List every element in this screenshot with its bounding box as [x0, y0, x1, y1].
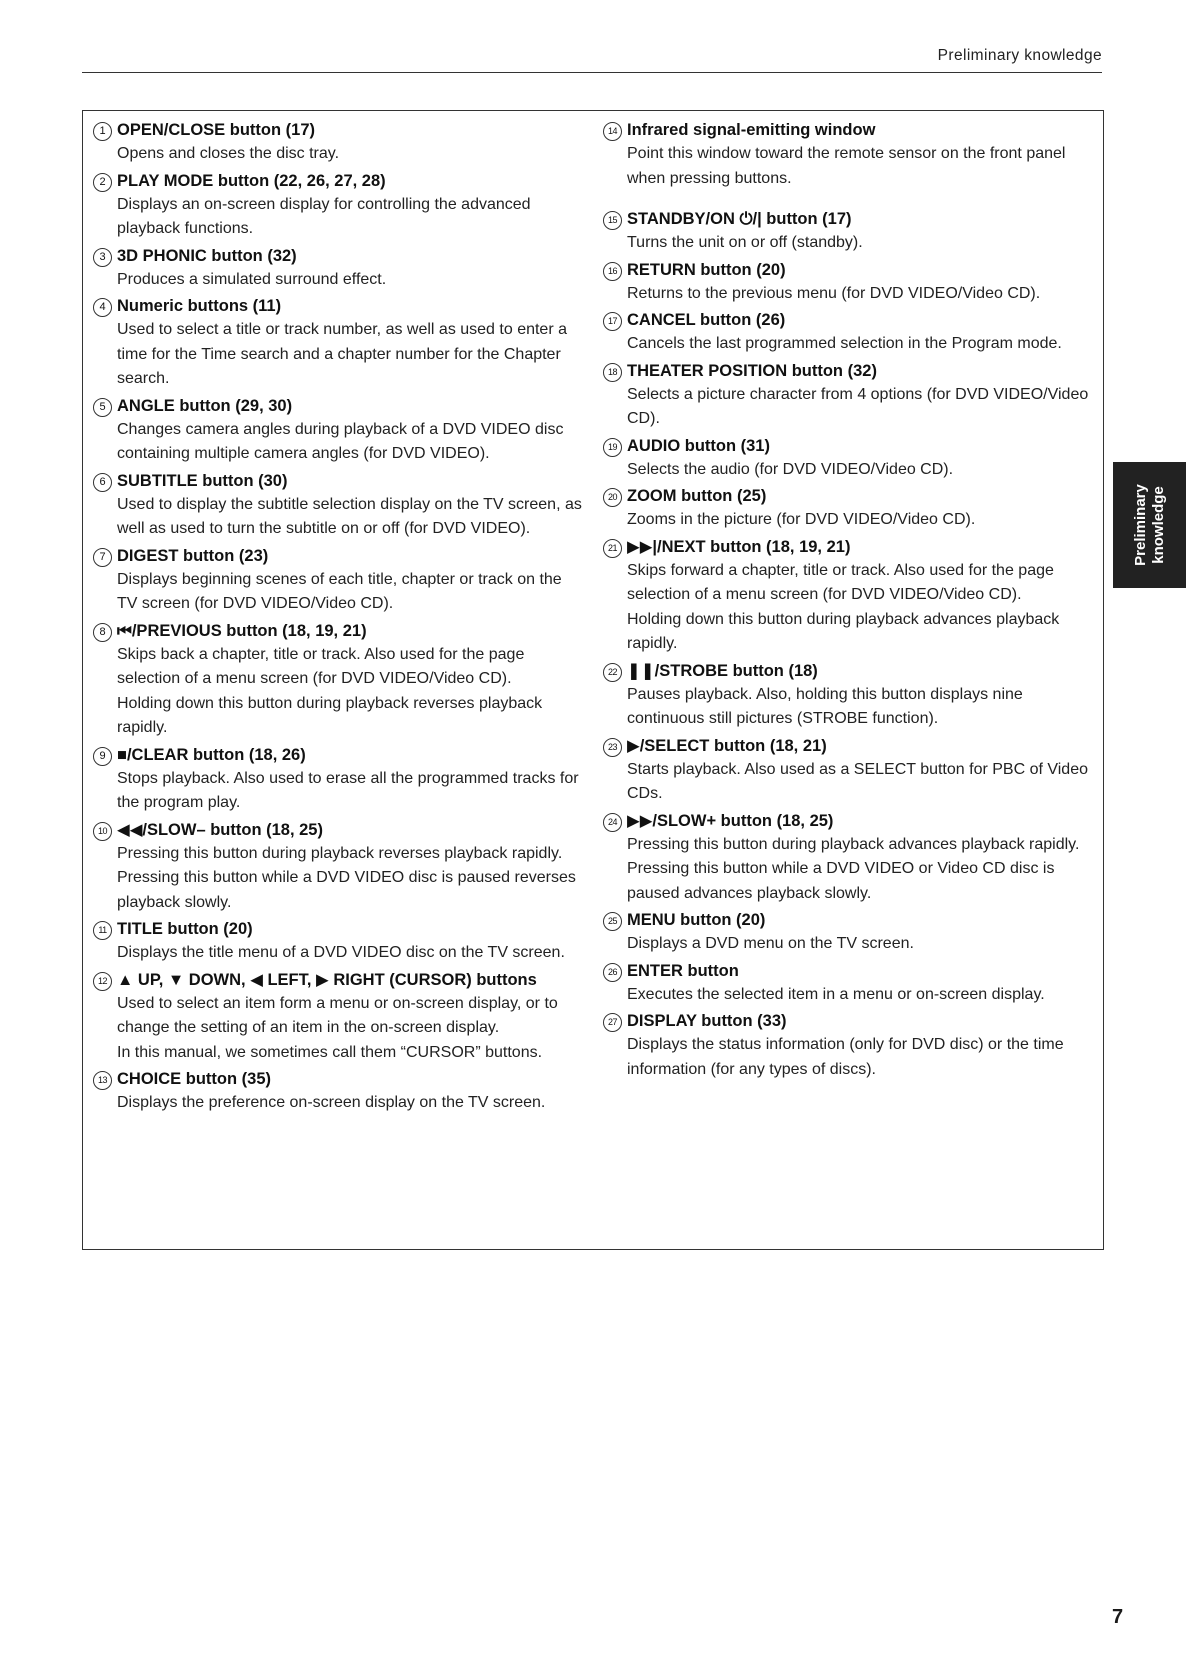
item-description: Used to display the subtitle selection display on the TV screen, as well as used to turn the subtitle on or off (for DVD VIDEO).: [117, 495, 582, 537]
item-number-circle: 5: [93, 398, 112, 417]
item-description: Displays the title menu of a DVD VIDEO disc on the TV screen.: [117, 944, 565, 961]
item-title: CHOICE button (35): [117, 1070, 271, 1088]
item-title: AUDIO button (31): [627, 436, 770, 455]
item-number-circle: 3: [93, 248, 112, 267]
button-item: [93, 918, 583, 966]
button-item: [93, 1068, 583, 1116]
button-item: [93, 620, 583, 741]
button-item: [603, 259, 1091, 307]
item-title: ▶▶/SLOW+ button (18, 25): [627, 811, 834, 830]
item-heading: [603, 435, 1091, 458]
item-title: CANCEL button (26): [627, 311, 786, 329]
button-item: [603, 208, 1091, 256]
item-number-circle: 20: [603, 488, 622, 507]
button-item: [603, 810, 1091, 907]
button-item: [603, 309, 1091, 357]
item-number-circle: 6: [93, 473, 112, 492]
item-title: ⏮/PREVIOUS button (18, 19, 21): [117, 621, 367, 640]
item-description: Displays the status information (only for DVD disc) or the time information (for any types of discs).: [627, 1036, 1064, 1078]
item-heading: [603, 485, 1091, 508]
item-number-circle: 13: [93, 1071, 112, 1090]
item-number-circle: 8: [93, 623, 112, 642]
item-title: DISPLAY button (33): [627, 1012, 787, 1030]
item-heading: [93, 170, 583, 193]
item-description: Changes camera angles during playback of a DVD VIDEO disc containing multiple camera angles (for DVD VIDEO).: [117, 420, 564, 462]
button-item: [603, 660, 1091, 732]
button-item: [93, 969, 583, 1066]
item-description: Starts playback. Also used as a SELECT button for PBC of Video CDs.: [627, 760, 1088, 802]
button-item: [603, 435, 1091, 483]
item-title: ◀◀/SLOW– button (18, 25): [117, 820, 323, 839]
right-column: [603, 119, 1091, 1085]
item-number-circle: 11: [93, 921, 112, 940]
item-number-circle: 4: [93, 298, 112, 317]
item-title: ❚❚/STROBE button (18): [627, 661, 818, 680]
item-heading: [93, 119, 583, 142]
item-number-circle: 2: [93, 173, 112, 192]
item-number-circle: 19: [603, 438, 622, 457]
item-number-circle: 26: [603, 963, 622, 982]
item-heading: [603, 909, 1091, 932]
item-title: RETURN button (20): [627, 260, 786, 279]
item-heading: [93, 969, 583, 992]
button-item: [93, 295, 583, 392]
header-rule: [82, 72, 1102, 73]
item-number-circle: 18: [603, 363, 622, 382]
item-title: OPEN/CLOSE button (17): [117, 121, 315, 139]
item-description: Holding down this button during playback advances playback rapidly.: [627, 610, 1060, 652]
side-tab-label: Preliminary knowledge: [1131, 484, 1167, 566]
item-heading: [603, 360, 1091, 383]
item-number-circle: 1: [93, 122, 112, 141]
running-head: Preliminary knowledge: [937, 47, 1102, 64]
button-item: [93, 744, 583, 816]
item-heading: [603, 735, 1091, 758]
item-heading: [93, 1068, 583, 1091]
item-description: Pressing this button while a DVD VIDEO or Video CD disc is paused advances playback slowly.: [627, 860, 1055, 902]
item-description: Displays an on-screen display for controlling the advanced playback functions.: [117, 195, 531, 237]
item-heading: [603, 810, 1091, 833]
item-description: Zooms in the picture (for DVD VIDEO/Video CD).: [627, 511, 976, 528]
item-title: 3D PHONIC button (32): [117, 246, 297, 265]
item-heading: [93, 395, 583, 418]
item-heading: [93, 295, 583, 318]
item-description: Selects a picture character from 4 options (for DVD VIDEO/Video CD).: [627, 385, 1089, 427]
item-number-circle: 22: [603, 663, 622, 682]
item-number-circle: 15: [603, 211, 622, 230]
item-heading: [93, 545, 583, 568]
item-title: Numeric buttons (11): [117, 297, 282, 315]
item-number-circle: 7: [93, 548, 112, 567]
item-number-circle: 25: [603, 912, 622, 931]
item-title: THEATER POSITION button (32): [627, 361, 877, 380]
item-description: Skips back a chapter, title or track. Also used for the page selection of a menu screen (for DVD VIDEO/Video CD).: [117, 645, 525, 687]
button-item: [603, 536, 1091, 657]
item-description: Cancels the last programmed selection in the Program mode.: [627, 335, 1062, 352]
item-heading: [603, 259, 1091, 282]
item-title: SUBTITLE button (30): [117, 471, 288, 490]
item-heading: [603, 960, 1091, 983]
item-description: Used to select a title or track number, as well as used to enter a time for the Time search and a chapter number for the Chapter search.: [117, 321, 567, 387]
item-heading: [93, 744, 583, 767]
item-title: ▶▶|/NEXT button (18, 19, 21): [627, 537, 851, 556]
item-description: Executes the selected item in a menu or on-screen display.: [627, 985, 1045, 1003]
item-number-circle: 14: [603, 122, 622, 141]
button-item: [603, 960, 1091, 1008]
item-description: Opens and closes the disc tray.: [117, 145, 340, 162]
item-description: Pressing this button while a DVD VIDEO disc is paused reverses playback slowly.: [117, 869, 576, 911]
button-descriptions-box: [82, 110, 1104, 1250]
item-description: Used to select an item form a menu or on-screen display, or to change the setting of an item in the on-screen display.: [117, 994, 558, 1036]
button-item: [93, 395, 583, 467]
button-item: [603, 119, 1091, 191]
button-item: [603, 360, 1091, 432]
button-item: [603, 1010, 1091, 1082]
item-heading: [93, 819, 583, 842]
item-description: Displays the preference on-screen display on the TV screen.: [117, 1094, 546, 1111]
item-number-circle: 17: [603, 312, 622, 331]
item-heading: [603, 536, 1091, 559]
item-description: Point this window toward the remote sensor on the front panel when pressing buttons.: [627, 145, 1066, 187]
item-description: Holding down this button during playback reverses playback rapidly.: [117, 694, 543, 736]
item-description: Selects the audio (for DVD VIDEO/Video CD).: [627, 460, 954, 478]
spacer: [603, 194, 1091, 208]
item-title: ZOOM button (25): [627, 487, 767, 505]
item-description: Produces a simulated surround effect.: [117, 270, 387, 288]
item-title: Infrared signal-emitting window: [627, 121, 876, 139]
item-heading: [603, 1010, 1091, 1033]
button-item: [603, 909, 1091, 957]
item-title: PLAY MODE button (22, 26, 27, 28): [117, 171, 386, 190]
button-item: [93, 245, 583, 293]
button-item: [603, 485, 1091, 533]
button-item: [93, 470, 583, 542]
item-number-circle: 24: [603, 813, 622, 832]
item-title: ▲ UP, ▼ DOWN, ◀ LEFT, ▶ RIGHT (CURSOR) buttons: [117, 970, 537, 989]
button-item: [93, 819, 583, 916]
item-heading: [93, 918, 583, 941]
item-heading: [603, 660, 1091, 683]
item-title: TITLE button (20): [117, 920, 253, 938]
item-description: Stops playback. Also used to erase all the programmed tracks for the program play.: [117, 769, 579, 811]
item-description: Displays beginning scenes of each title, chapter or track on the TV screen (for DVD VIDEO/Video CD).: [117, 570, 562, 612]
button-item: [93, 545, 583, 617]
page-number: 7: [1112, 1606, 1124, 1628]
button-item: [603, 735, 1091, 807]
item-number-circle: 9: [93, 747, 112, 766]
button-item: [93, 170, 583, 242]
item-description: Displays a DVD menu on the TV screen.: [627, 935, 914, 952]
item-title: ■/CLEAR button (18, 26): [117, 745, 306, 764]
item-number-circle: 21: [603, 539, 622, 558]
item-number-circle: 10: [93, 822, 112, 841]
item-title: ENTER button: [627, 961, 739, 980]
item-title: MENU button (20): [627, 911, 766, 929]
item-description: Pressing this button during playback advances playback rapidly.: [627, 835, 1080, 853]
item-heading: [603, 119, 1091, 142]
item-number-circle: 23: [603, 738, 622, 757]
item-heading: [93, 245, 583, 268]
item-title: ▶/SELECT button (18, 21): [627, 736, 827, 755]
item-description: Turns the unit on or off (standby).: [627, 234, 863, 251]
item-number-circle: 27: [603, 1013, 622, 1032]
item-title: STANDBY/ON ⏻/| button (17): [627, 210, 852, 228]
item-number-circle: 16: [603, 262, 622, 281]
item-heading: [603, 208, 1091, 231]
item-heading: [93, 620, 583, 643]
item-title: DIGEST button (23): [117, 546, 269, 565]
item-description: Pauses playback. Also, holding this button displays nine continuous still pictures (STROBE function).: [627, 685, 1023, 727]
item-description: In this manual, we sometimes call them “CURSOR” buttons.: [117, 1043, 543, 1061]
item-description: Pressing this button during playback reverses playback rapidly.: [117, 844, 563, 862]
section-side-tab: [1113, 462, 1186, 588]
item-description: Skips forward a chapter, title or track. Also used for the page selection of a menu screen (for DVD VIDEO/Video CD).: [627, 561, 1054, 603]
item-heading: [603, 309, 1091, 332]
item-title: ANGLE button (29, 30): [117, 396, 293, 415]
left-column: [93, 119, 583, 1119]
item-description: Returns to the previous menu (for DVD VIDEO/Video CD).: [627, 284, 1041, 302]
item-number-circle: 12: [93, 972, 112, 991]
button-item: [93, 119, 583, 167]
item-heading: [93, 470, 583, 493]
